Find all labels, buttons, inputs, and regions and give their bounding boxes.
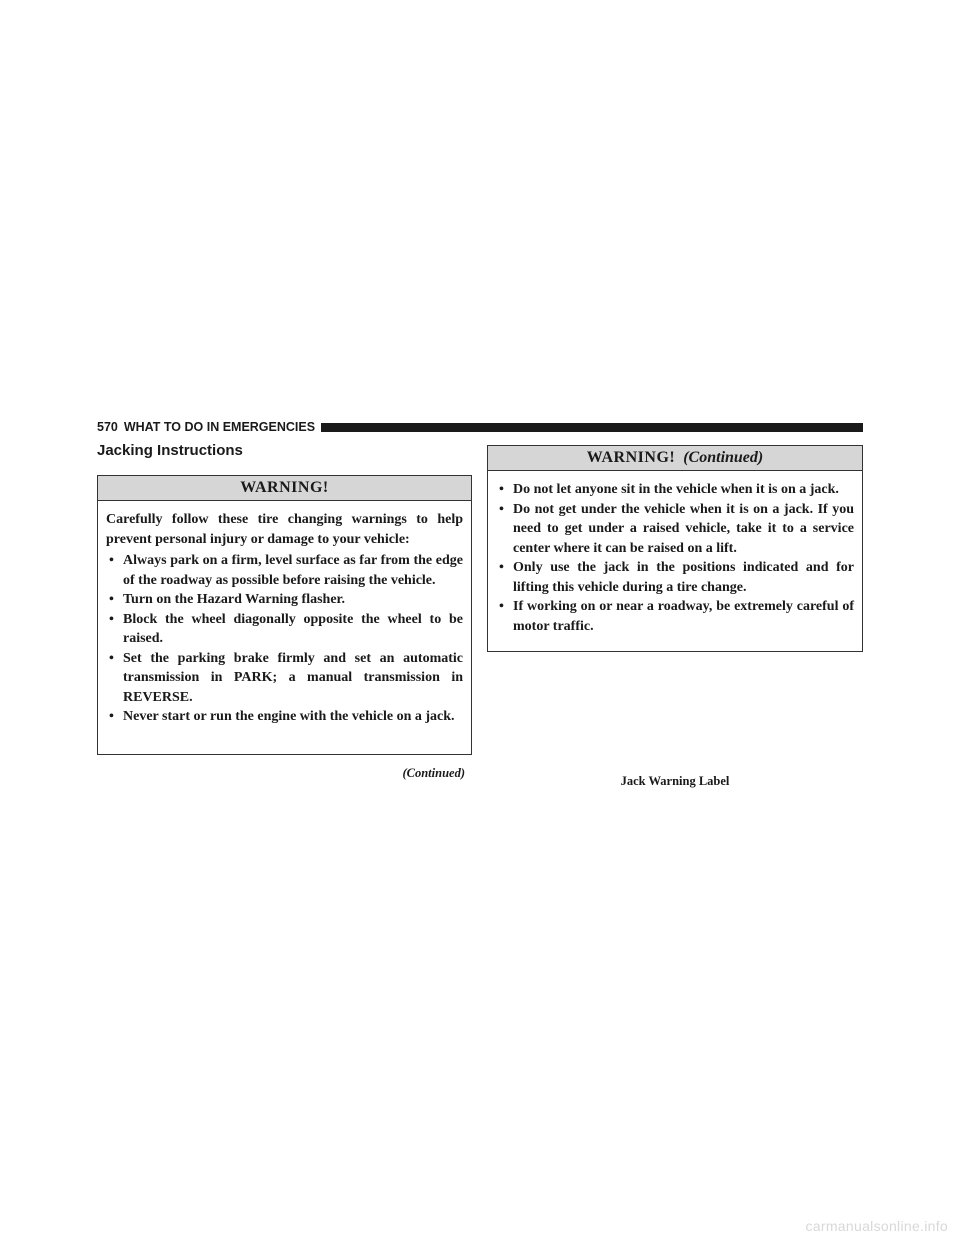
warning-body xyxy=(488,471,862,636)
bullet-icon: • xyxy=(109,611,114,627)
warning-title-suffix: (Continued) xyxy=(683,449,764,466)
warning-list xyxy=(106,551,463,727)
warning-item: • Do not let anyone sit in the vehicle when it is on a jack. xyxy=(496,480,854,500)
section-title: WHAT TO DO IN EMERGENCIES xyxy=(123,420,316,434)
header-rule xyxy=(321,423,863,432)
figure-caption: Jack Warning Label xyxy=(620,774,730,788)
page-number: 570 xyxy=(97,420,118,434)
warning-item: • Set the parking brake firmly and set an automatic transmission in PARK; a manual transmission in REVERSE. xyxy=(109,650,463,705)
warning-item: • Turn on the Hazard Warning flasher. xyxy=(106,590,463,610)
warning-title xyxy=(98,476,471,501)
warning-item: • Never start or run the engine with the vehicle on a jack. xyxy=(106,707,463,727)
warning-item: • Only use the jack in the positions indicated and for lifting this vehicle during a tire change. xyxy=(499,560,854,595)
warning-item: • Block the wheel diagonally opposite the wheel to be raised. xyxy=(109,611,463,646)
bullet-icon: • xyxy=(499,482,504,497)
page-header xyxy=(97,419,863,435)
warning-intro: Carefully follow these tire changing warnings to help prevent personal injury or damage to your vehicle: xyxy=(106,512,463,547)
bullet-icon: • xyxy=(499,599,504,614)
warning-box-left xyxy=(97,475,472,755)
warning-title-text: WARNING! xyxy=(586,449,676,466)
bullet-icon: • xyxy=(109,650,114,666)
warning-item: • Always park on a firm, level surface as far from the edge of the roadway as possible before raising the vehicle. xyxy=(109,553,463,588)
page-heading: Jacking Instructions xyxy=(97,442,243,459)
bullet-icon: • xyxy=(499,501,504,517)
watermark: carmanualsonline.info xyxy=(805,1218,948,1234)
warning-list xyxy=(496,480,854,636)
bullet-icon: • xyxy=(499,560,504,575)
warning-title xyxy=(488,446,862,471)
warning-item: • If working on or near a roadway, be extremely careful of motor traffic. xyxy=(499,599,854,634)
continued-note: (Continued) xyxy=(402,766,465,780)
bullet-icon: • xyxy=(109,709,114,724)
bullet-icon: • xyxy=(109,592,114,607)
warning-title-text: WARNING! xyxy=(240,479,329,496)
warning-item: • Do not get under the vehicle when it is on a jack. If you need to get under a raised vehicle, take it to a service center where it can be raised on a lift. xyxy=(499,501,854,556)
warning-body xyxy=(98,501,471,727)
bullet-icon: • xyxy=(109,553,114,568)
warning-box-right xyxy=(487,445,863,652)
